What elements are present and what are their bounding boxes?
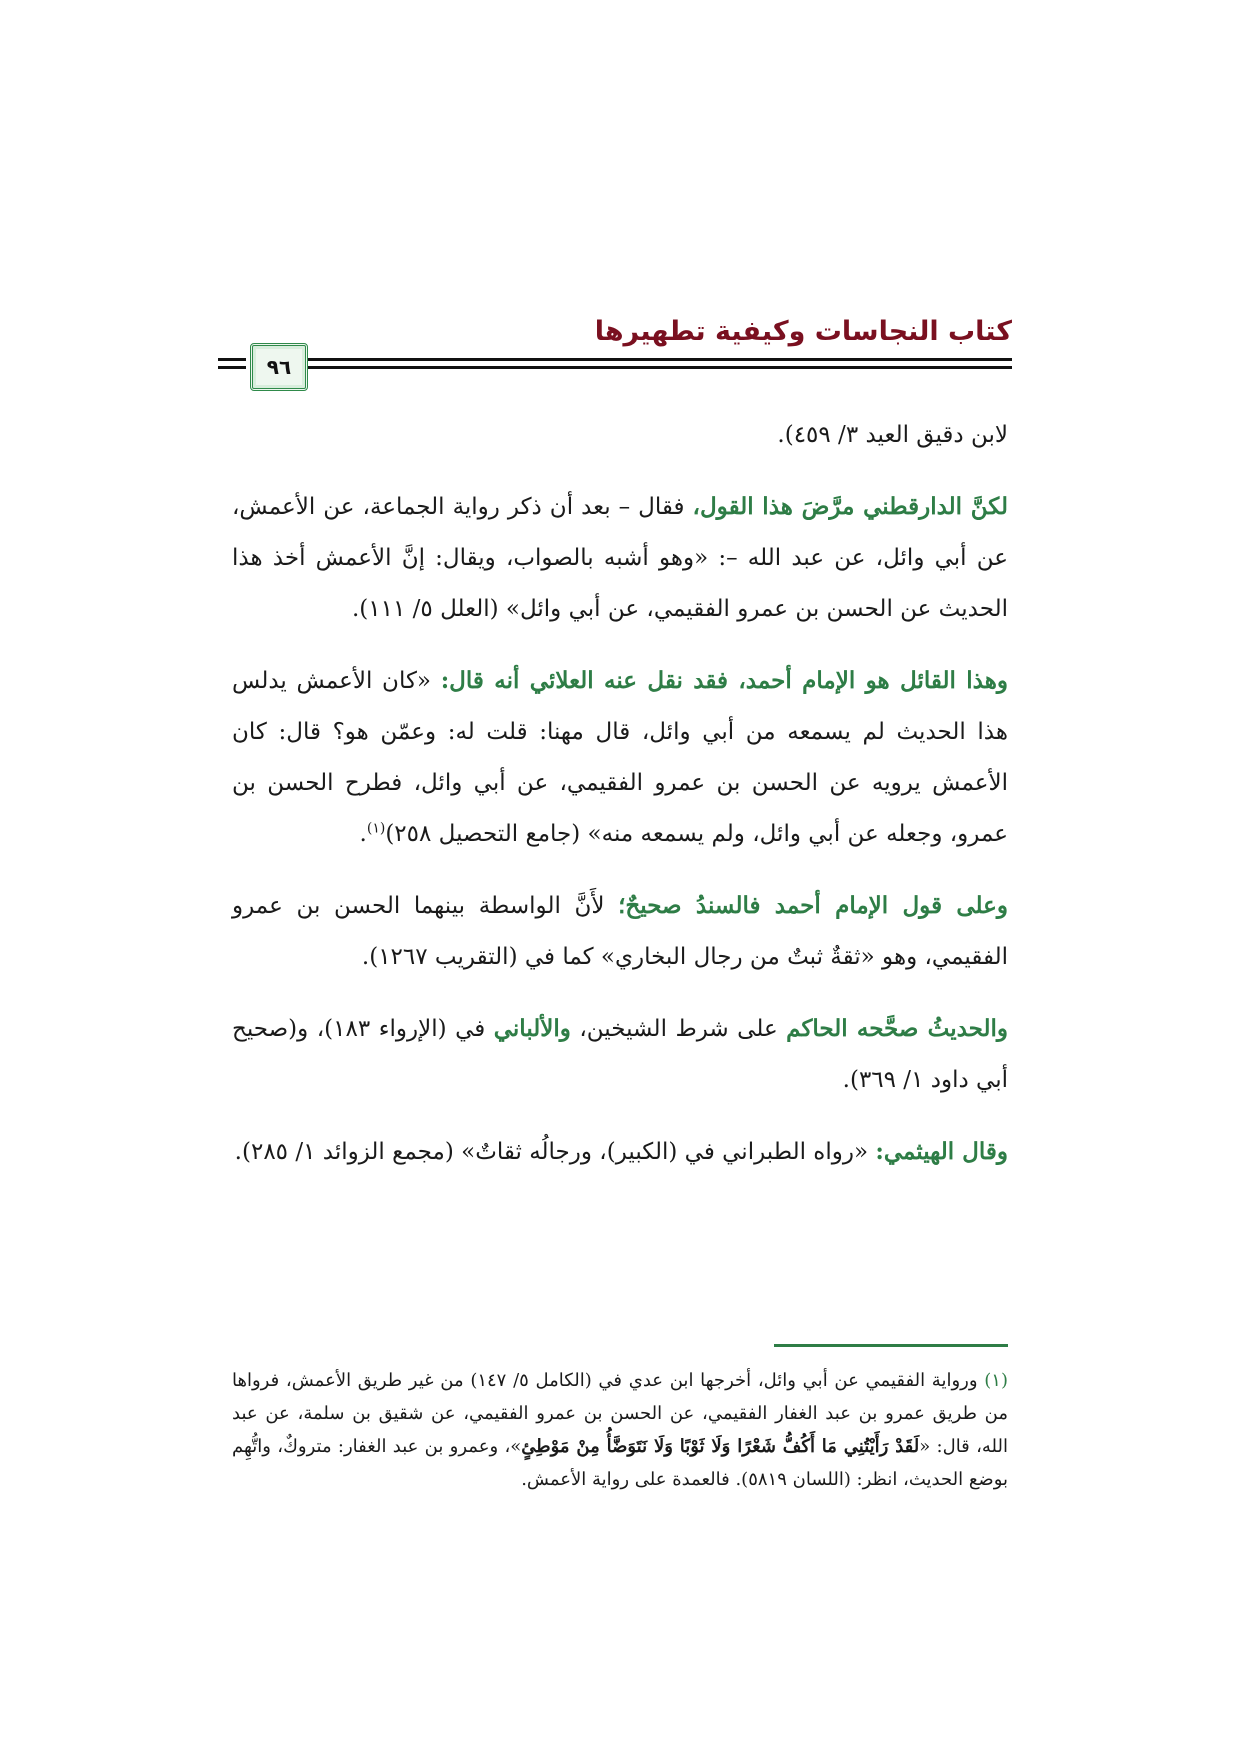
p5-text: «رواه الطبراني في (الكبير)، ورجالُه ثقاتٌ» (مجمع الزوائد ١/ ٢٨٥). <box>234 1139 876 1165</box>
p4-text-mid: على شرط الشيخين، <box>570 1016 787 1042</box>
p4-text: في (الإرواء ١٨٣)، و(صحيح أبي داود ١/ ٣٦٩). <box>232 1016 1008 1093</box>
paragraph-3 <box>232 880 1008 983</box>
p2-text: «كان الأعمش يدلس هذا الحديث لم يسمعه من أبي وائل، قال مهنا: قلت له: وعمّن هو؟ قال: كان الأعمش يرويه عن الحسن بن عمرو الفقيمي، عن أبي وائل، فطرح الحسن بن عمرو، وجعله عن أبي وائل، ولم يسمعه منه» (جامع التحصيل ٢٥٨) <box>232 668 1008 847</box>
footnote <box>232 1364 1008 1496</box>
p5-highlight: وقال الهيثمي: <box>875 1138 1008 1165</box>
p1-highlight: لكنَّ الدارقطني مرَّضَ هذا القول، <box>692 493 1008 520</box>
page-header <box>218 300 1012 390</box>
p2-highlight: وهذا القائل هو الإمام أحمد، فقد نقل عنه العلائي أنه قال: <box>440 667 1008 694</box>
footnote-divider <box>774 1344 1008 1347</box>
paragraph-4 <box>232 1003 1008 1106</box>
page-number: ٩٦ <box>266 355 292 379</box>
p3-highlight: وعلى قول الإمام أحمد فالسندُ صحيحٌ؛ <box>618 892 1009 919</box>
footnote-ref[interactable]: (١) <box>366 820 386 837</box>
header-rule-left-top <box>218 358 246 361</box>
footnote-hadith-quote: لَقَدْ رَأَيْتُنِي مَا أَكُفُّ شَعْرًا وَلَا ثَوْبًا وَلَا نَتَوَضَّأُ مِنْ مَوْطِئٍ <box>521 1436 920 1457</box>
footnote-number: (١) <box>984 1370 1008 1391</box>
paragraph-0 <box>232 410 1008 461</box>
main-text <box>232 410 1008 1198</box>
header-rule-left-bottom <box>218 366 246 369</box>
p3-text: لأَنَّ الواسطة بينهما الحسن بن عمرو الفقيمي، وهو «ثقةٌ ثبتٌ من رجال البخاري» كما في (التقريب ١٢٦٧). <box>232 893 1008 970</box>
footnote-text-1: ورواية الفقيمي عن أبي وائل، أخرجها ابن عدي في (الكامل ٥/ ١٤٧) من غير طريق الأعمش، فرواها من طريق عمرو بن عبد الغفار الفقيمي، عن الحسن بن عمرو الفقيمي، عن شقيق بن سلمة، عن عبد الله، قال: « <box>232 1370 1008 1457</box>
paragraph-2 <box>232 655 1008 860</box>
footnote-text-2: »، وعمرو بن عبد الغفار: متروكٌ، واتُّهِم بوضع الحديث، انظر: (اللسان ٥٨١٩). فالعمدة على رواية الأعمش. <box>232 1436 1008 1490</box>
book-title: كتاب النجاسات وكيفية تطهيرها <box>594 316 1012 347</box>
p0-text: لابن دقيق العيد ٣/ ٤٥٩). <box>777 422 1008 448</box>
header-rule-top <box>307 358 1012 361</box>
paragraph-5 <box>232 1126 1008 1178</box>
paragraph-1 <box>232 481 1008 635</box>
p4-highlight-2: والألباني <box>493 1015 571 1042</box>
p2-end: . <box>359 821 367 847</box>
header-rule-bottom <box>307 366 1012 369</box>
p4-highlight-1: والحديثُ صحَّحه الحاكم <box>786 1015 1009 1042</box>
p1-text: فقال – بعد أن ذكر رواية الجماعة، عن الأعمش، عن أبي وائل، عن عبد الله –: «وهو أشبه بالصواب، ويقال: إنَّ الأعمش أخذ هذا الحديث عن الحسن بن عمرو الفقيمي، عن أبي وائل» (العلل ٥/ ١١١). <box>232 494 1008 622</box>
page-number-ornament <box>250 343 308 391</box>
